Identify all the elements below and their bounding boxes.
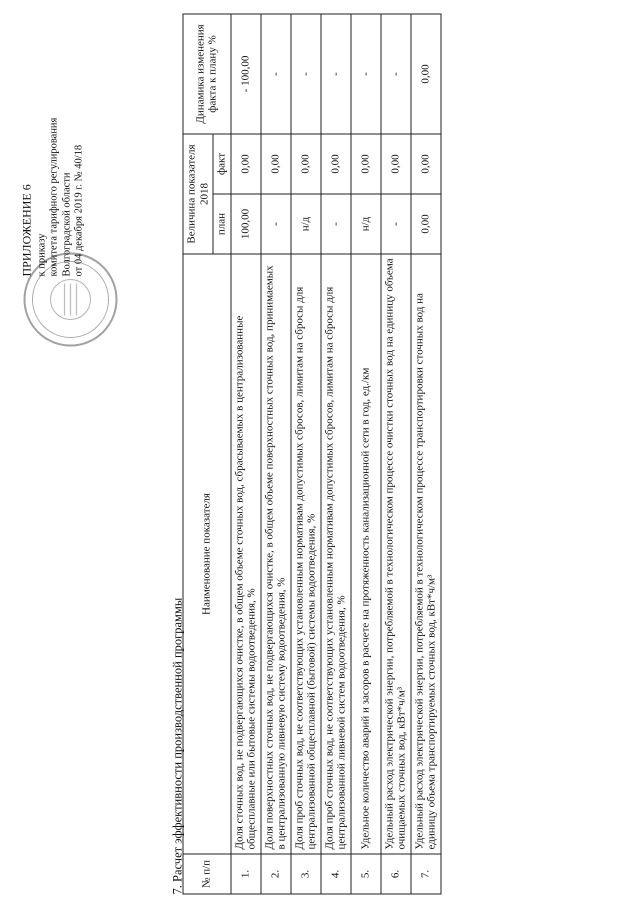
plan-value: н/д	[351, 194, 381, 254]
table-row	[231, 14, 261, 894]
dynamics-value: - 100,00	[231, 14, 261, 134]
dynamics-value: -	[321, 14, 351, 134]
dynamics-value: -	[351, 14, 381, 134]
fact-value: 0,00	[411, 134, 441, 194]
table-header-row	[183, 14, 213, 894]
fact-value: 0,00	[291, 134, 321, 194]
indicator-name: Удельное количество аварий и засоров в расчете на протяженность канализационной сети в год, ед./км	[351, 254, 381, 854]
table-row	[291, 14, 321, 894]
row-number: 4.	[321, 854, 351, 894]
appendix-label: ПРИЛОЖЕНИЕ 6	[19, 184, 34, 277]
dynamics-value: 0,00	[411, 14, 441, 134]
fact-value: 0,00	[231, 134, 261, 194]
indicator-name: Доля проб сточных вод, не соответствующих установленным нормативам допустимых сбросов, лимитам на сбросы для централизованной общесплавной (бытовой) системы водоотведения, %	[291, 254, 321, 854]
indicator-name: Доля проб сточных вод, не соответствующих установленным нормативам допустимых сбросов, лимитам на сбросы для централизованной ливневой систем водоотведения, %	[321, 254, 351, 854]
fact-value: 0,00	[381, 134, 411, 194]
table-row	[411, 14, 441, 894]
table-row	[351, 14, 381, 894]
plan-value: 100,00	[231, 194, 261, 254]
committee-line: комитета тарифного регулирования	[48, 117, 60, 277]
dynamics-value: -	[381, 14, 411, 134]
plan-value: -	[321, 194, 351, 254]
plan-value: н/д	[291, 194, 321, 254]
fact-value: 0,00	[321, 134, 351, 194]
row-number: 7.	[411, 854, 441, 894]
table-row	[321, 14, 351, 894]
indicator-name: Удельный расход электрической энергии, потребляемой в технологическом процессе очистки сточных вод на единицу объема очищаемых сточных вод, кВт*ч/м³	[381, 254, 411, 854]
column-header-fact: факт	[213, 134, 231, 194]
dynamics-value: -	[261, 14, 291, 134]
column-header-plan: план	[213, 194, 231, 254]
row-number: 1.	[231, 854, 261, 894]
column-header-dynamics: Динамика изменения факта к плану %	[183, 14, 231, 134]
indicator-name: Доля поверхностных сточных вод, не подвергающихся очистке, в общем объеме поверхностных сточных вод, принимаемых в централизованную ливневую систему водоотведения, %	[261, 254, 291, 854]
dynamics-value: -	[291, 14, 321, 134]
fact-value: 0,00	[261, 134, 291, 194]
fact-value: 0,00	[351, 134, 381, 194]
indicator-name: Удельный расход электрической энергии, потребляемой в технологическом процессе транспортировки сточных вод на единицу объема транспортируемых сточных вод, кВт*ч/м³	[411, 254, 441, 854]
row-number: 2.	[261, 854, 291, 894]
section-title: 7. Расчет эффективности производственной программы	[170, 597, 185, 895]
document-header	[21, 17, 87, 277]
table-row	[261, 14, 291, 894]
date-line: от 04 декабря 2019 г. № 40/18	[73, 144, 85, 277]
row-number: 5.	[351, 854, 381, 894]
plan-value: -	[381, 194, 411, 254]
document-page	[1, 0, 640, 905]
region-line: Волгоградской области	[61, 172, 72, 277]
plan-value: 0,00	[411, 194, 441, 254]
column-header-name: Наименование показателя	[183, 254, 231, 854]
column-header-number: № п/п	[183, 854, 231, 894]
row-number: 3.	[291, 854, 321, 894]
column-header-value: Величина показателя 2018	[183, 134, 213, 254]
indicator-name: Доля сточных вод, не подвергающихся очистке, в общем объеме сточных вод, сбрасываемых в централизованные общесплавные или бытовые системы водоотведения, %	[231, 254, 261, 854]
table-row	[381, 14, 411, 894]
order-line: к приказу	[36, 233, 47, 277]
efficiency-table	[183, 13, 442, 894]
row-number: 6.	[381, 854, 411, 894]
plan-value: -	[261, 194, 291, 254]
